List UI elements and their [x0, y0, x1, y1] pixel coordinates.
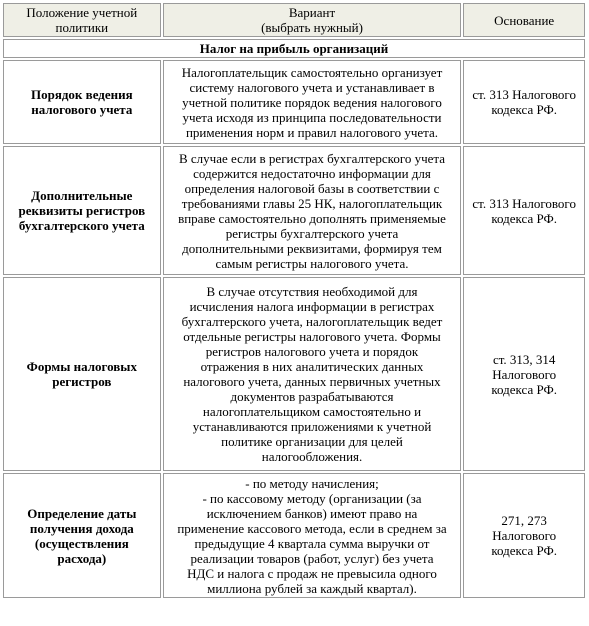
row-variant — [163, 277, 462, 471]
table-row — [3, 473, 585, 598]
row-variant-line: отдельные регистры налогового учета. Формы — [183, 329, 441, 344]
row-variant-line: НДС и налога с продаж не превысила одного — [187, 565, 437, 581]
row-label-line: налогового учета — [31, 102, 133, 117]
row-label-line: расхода) — [57, 550, 107, 566]
row-basis — [463, 473, 585, 598]
row-label — [3, 146, 161, 275]
table-header-row — [3, 3, 585, 37]
row-variant-line: налогоплательщиком самостоятельно и — [202, 404, 422, 419]
header-variant — [163, 3, 462, 37]
row-variant-line: предыдущие 4 квартала сумма выручки от — [194, 535, 430, 551]
row-label-line: бухгалтерского учета — [18, 218, 145, 233]
row-variant-line: Налогоплательщик самостоятельно организует — [181, 64, 443, 80]
section-row — [3, 39, 585, 58]
row-basis-line: кодекса РФ. — [491, 381, 557, 397]
row-basis-line: Налогового — [492, 366, 557, 382]
row-variant-line: налогового учета, данных первичных учетных — [183, 374, 441, 389]
row-variant-line: В случае если в регистрах бухгалтерского учета — [178, 150, 446, 166]
header-policy-position-line: Положение учетной — [26, 5, 138, 20]
row-variant-line: регистров налогового учета и порядок — [205, 344, 419, 359]
row-variant-line: политике организации для целей — [221, 434, 403, 449]
table-row — [3, 277, 585, 471]
header-policy-position-line: политики — [55, 20, 109, 35]
row-label-line: Порядок ведения — [30, 87, 133, 102]
row-variant-line: исчисления налога информации в регистрах — [189, 299, 435, 314]
table-row — [3, 60, 585, 144]
row-basis-line: кодекса РФ. — [491, 210, 557, 226]
row-label-line: Определение даты — [27, 505, 137, 521]
header-variant-line: Вариант — [288, 5, 336, 20]
row-basis-line: ст. 313 Налогового — [472, 195, 576, 211]
row-variant-line: исключением банков) имеют право на — [206, 505, 418, 521]
table-row — [3, 146, 585, 275]
row-basis — [463, 277, 585, 471]
row-basis-line: кодекса РФ. — [491, 543, 557, 558]
row-label-line: Формы налоговых — [26, 359, 137, 374]
row-variant — [163, 146, 462, 275]
row-variant-line: реализации товаров (работ, услуг) без учета — [190, 550, 434, 566]
row-variant — [163, 60, 462, 144]
row-label — [3, 277, 161, 471]
row-variant-line: - по кассовому методу (организации (за — [202, 490, 422, 506]
row-label — [3, 473, 161, 598]
row-variant-line: применение кассового метода, если в среднем за — [177, 520, 447, 536]
header-policy-position — [3, 3, 161, 37]
row-basis-line: ст. 313 Налогового — [472, 87, 576, 102]
row-variant-line: налогообложения. — [261, 449, 363, 464]
row-basis-line: 271, 273 — [501, 513, 547, 528]
row-variant-line: самым регистры налогового учета. — [215, 255, 409, 271]
row-variant-line: определения налоговой базы в соответствии с — [184, 180, 440, 196]
row-label-line: получения дохода — [29, 520, 134, 536]
row-basis — [463, 60, 585, 144]
row-basis — [463, 146, 585, 275]
row-variant-line: требованиями главы 25 НК, налогоплательщик — [181, 195, 443, 211]
row-variant-line: отражения в них аналитических данных — [200, 359, 424, 374]
row-variant-line: учета исходя из принципа последовательности — [182, 109, 442, 125]
row-label-line: Дополнительные — [31, 188, 133, 203]
row-label-line: реквизиты регистров — [18, 203, 146, 218]
row-variant-line: В случае отсутствия необходимой для — [206, 284, 418, 299]
row-basis-line: кодекса РФ. — [491, 102, 557, 117]
row-variant-line: содержится недостаточно информации для — [193, 165, 431, 181]
header-variant-line: (выбрать нужный) — [261, 20, 363, 35]
header-basis: Основание — [463, 3, 585, 37]
row-label-line: (осуществления — [34, 535, 129, 551]
row-variant-line: учетной политике порядок ведения налогового — [182, 94, 442, 110]
accounting-policy-table — [1, 1, 587, 600]
row-variant-line: дополнительными реквизитами, формируя тем — [182, 240, 442, 256]
section-title: Налог на прибыль организаций — [3, 39, 585, 58]
row-variant-line: миллиона рублей за каждый квартал). — [207, 580, 417, 596]
row-variant-line: применения норм и правил налогового учета. — [185, 124, 439, 140]
row-variant — [163, 473, 462, 598]
row-variant-line: бухгалтерского учета, налогоплательщик ведет — [181, 314, 443, 329]
row-variant-line: устанавливаются приложениями к учетной — [192, 419, 432, 434]
row-variant-line: регистры бухгалтерского учета — [225, 225, 399, 241]
row-basis-line: Налогового — [492, 528, 557, 543]
row-variant-line: систему налогового учета и устанавливает в — [189, 79, 435, 95]
row-variant-line: вправе самостоятельно дополнять применяемые — [178, 210, 446, 226]
row-variant-line: документов разрабатываются — [230, 389, 394, 404]
row-label — [3, 60, 161, 144]
row-basis-line: ст. 313, 314 — [492, 351, 556, 367]
row-variant-line: - по методу начисления; — [245, 475, 379, 491]
row-label-line: регистров — [52, 374, 112, 389]
